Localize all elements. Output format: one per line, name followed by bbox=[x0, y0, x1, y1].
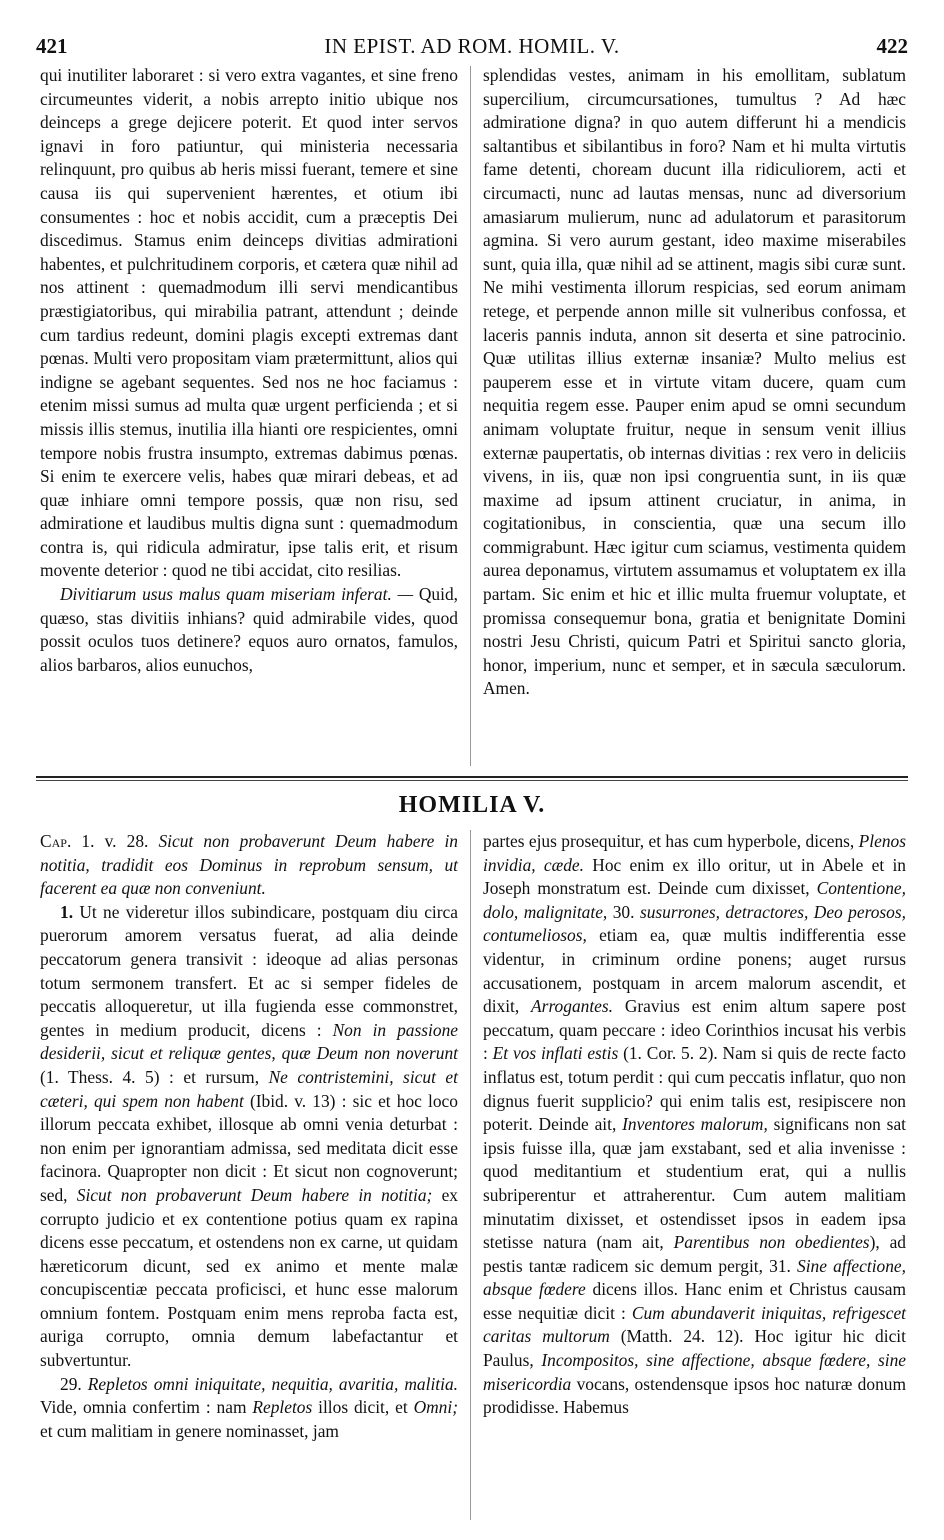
text-run: Nam si quis de recte facto inflatus est, totum perdit : qui cum peccatis inflatur, quo non dignus fuerit supplicio? qui enim talis est, resipiscere non poterit. Deinde ait, bbox=[483, 1043, 906, 1135]
bottom-left-column bbox=[40, 830, 458, 1443]
text-run: Gravius est enim altum sapere post peccatum, quam peccare : ideo Corinthios incusat his verbis : bbox=[483, 996, 906, 1064]
chapter-lemma bbox=[40, 830, 458, 901]
divider-rule bbox=[36, 776, 908, 778]
section-number: 1. bbox=[60, 901, 74, 922]
paragraph bbox=[40, 583, 458, 677]
text-run: Hoc igitur hic dicit Paulus, bbox=[483, 1326, 906, 1371]
text-run: Ut ne videretur illos subindicare, postquam diu circa puerorum amorem versatus fuerat, ad alia deinde peccatorum genera transivit : ideoque ad alias personas totum sermonem transfert. Et ac si semper fideles de peccatis alloqueretur, ut illa fugienda esse commonstret, gentes in medium producit, dicens : bbox=[40, 901, 458, 1040]
text-run: susurrones, detractores, Deo perosos, contumeliosos, bbox=[483, 901, 906, 946]
text-run: 29. bbox=[60, 1373, 82, 1394]
text-run: (1. Thess. 4. 5) bbox=[40, 1066, 160, 1087]
text-run: 1. v. 28. bbox=[81, 831, 149, 851]
text-run: Cum abundaverit iniquitas, refrigescet caritas multorum bbox=[483, 1302, 906, 1347]
paragraph: splendidas vestes, animam in his emollitam, sublatum supercilium, circumcursationes, tumultus ? Ad hæc admiratione digna? in quo autem differunt hi a mendicis saltantibus et sibilantibus in foro? Nam et hi multa virtutis fame detenti, choream ducunt illa ridiculiorem, acti et circumacti, nunc ad lautas mensas, nunc ad diversorium amasiarum mulierum, nunc ad adulatorum et parasitorum agmina. Si vero aurum gestant, ideo maxime miserabiles sunt, quia illa, quæ nihil ad se attinent, magis sibi curæ sunt. Ne mihi vestimenta illorum respicias, sed eorum animam retege, et perpende annon mille sit vulneribus confossa, et laceris pannis induta, annon sit deserta et sine patrocinio. Quæ utilitas illius externæ insaniæ? Multo melius est pauperem esse et in virtute vitam ducere, quam cum nequitia regem esse. Pauper enim apud se omni secundum animam voluptate fruitur, neque in sensum venit illius externæ paupertatis, ob internas divitias : rex vero in deliciis vivens, in iis, quæ non ipsi congruentia sunt, in iis quæ maxime ad ipsum attinent cruciatur, in anima, in cogitationibus, in conscientia, quæ una secum illo commigrabunt. Hæc igitur cum sciamus, vestimenta quidem aurea deponamus, virtutem assumamus et voluptatem ex illa partam. Sic enim et hic et illic multa fruemur voluptate, et promissa consequemur bona, gratia et benignitate Domini nostri Jesu Christi, quicum Patri et Spiritui sancto gloria, honor, imperium, nunc et semper, et in sæcula sæculorum. Amen. bbox=[483, 65, 906, 699]
text-run: Sine affectione, absque fœdere bbox=[483, 1255, 906, 1300]
running-title: IN EPIST. AD ROM. HOMIL. V. bbox=[324, 34, 620, 58]
text-run: Plenos invidia, cæde. bbox=[483, 831, 906, 875]
paragraph bbox=[483, 830, 906, 1420]
text-run: Repletos bbox=[252, 1397, 313, 1418]
page-number-right: 422 bbox=[876, 34, 908, 58]
text-run: 30. bbox=[612, 901, 635, 922]
paragraph: qui inutiliter laboraret : si vero extra vagantes, et sine freno circumeuntes viderit, a nobis arrepto initio ubique nos deinceps a grege dejicere poterit. Et quod inter servos ignavi in foro patiuntur, qui ministeria necessaria relinquunt, pro quibus ab heris missi fuerant, temere et sine causa iis qui supervenient hærentes, et otium ibi consumentes : hoc et nobis accidit, cum a præceptis Dei discedimus. Stamus enim deinceps divitias admirationi habentes, et pulchritudinem corporis, et cætera quæ nihil ad nos attinent : quemadmodum illi servi mendicantibus præstigiatoribus, qui mirabilia patrant, attendunt ; deinde cum tardius redeunt, domini plagis excepti extremas dant pœnas. Multi vero propositam viam prætermittunt, alios qui indigne se agebant sequentes. Sed nos ne hoc faciamus : etenim missi sumus ad multa quæ urgent perficienda ; et si missis illis stemus, inutilia illa hianti ore respicientes, omni tempore nobis frustra insumpto, extremas dabimus pœnas. Si enim te exercere velis, habes quæ mirari debeas, et ad quæ inhiare omni tempore possis, quæ non risu, sed admiratione et laudibus multis digna sunt : quemadmodum contra is, qui ridicula admiratur, ipse talis erit, et risum movente deterior : quod ne tibi accidat, cito resilias. bbox=[40, 65, 458, 581]
text-run: Incompositos, sine affectione, absque fœdere, sine misericordia bbox=[483, 1350, 906, 1394]
page-number-left: 421 bbox=[36, 34, 68, 58]
top-right-column bbox=[483, 64, 906, 701]
text-run: Et vos inflati estis bbox=[492, 1043, 619, 1064]
paragraph bbox=[40, 1373, 458, 1444]
text-run: dicens illos. Hanc enim et Christus causam esse nequitiæ dicit : bbox=[483, 1279, 906, 1323]
text-run: (Ibid. v. 13) bbox=[249, 1090, 336, 1111]
bottom-right-column bbox=[483, 830, 906, 1420]
text-run: Arrogantes. bbox=[531, 996, 614, 1017]
text-run: Ne contristemini, sicut et cæteri, qui spem non habent bbox=[40, 1066, 458, 1111]
text-run: partes ejus prosequitur, et has cum hyperbole, dicens, bbox=[483, 831, 855, 851]
text-run: Vide, omnia confertim : nam bbox=[40, 1397, 247, 1418]
text-run: Repletos omni iniquitate, nequitia, avaritia, malitia. bbox=[87, 1373, 458, 1394]
text-run: (Matth. 24. 12). bbox=[620, 1326, 744, 1347]
text-run: Cap. bbox=[40, 831, 72, 851]
text-run: : sic et hoc loco illorum peccata exhibet, illosque ab omni venia deturbat : non enim per ignorantiam admissa, sed meditata dicit esse facinora. Quapropter non dicit : Et sicut non cognoverunt; sed, bbox=[40, 1090, 458, 1205]
column-divider-top bbox=[470, 66, 471, 766]
text-run: (1. Cor. 5. 2). bbox=[623, 1043, 718, 1064]
text-run: : et rursum, bbox=[169, 1066, 260, 1087]
top-left-column bbox=[40, 64, 458, 677]
text-run: Contentione, dolo, malignitate, bbox=[483, 878, 906, 922]
paragraph bbox=[40, 901, 458, 1373]
text-run: ), ad pestis tantæ radicem sic demum pergit, bbox=[483, 1232, 906, 1276]
text-run: Quid, quæso, stas divitiis inhians? quid admirabile vides, quod possit oculos tuos detinere? equos auro ornatos, famulos, alios barbaros, alios eunuchos, bbox=[40, 584, 458, 675]
text-run: Sicut non probaverunt Deum habere in notitia, tradidit eos Dominus in reprobum sensum, ut facerent ea quæ non conveniunt. bbox=[40, 831, 458, 899]
text-run: Inventores malorum, bbox=[622, 1114, 768, 1135]
text-run: Non in passione desiderii, sicut et reliquæ gentes, quæ Deum non noverunt bbox=[40, 1019, 458, 1064]
text-run: illos dicit, et bbox=[318, 1397, 408, 1418]
text-run: significans non sat ipsis fuisse illa, quæ jam exstabant, sed et alia invenisse : quod meditantium et studentium erat, qui a nullis subriperentur et attraherentur. Cum autem malitiam minutatim dixisset, et ostendisset ipsos in eadem ipsa stetisse natura (nam ait, bbox=[483, 1114, 906, 1253]
text-run: Sicut non probaverunt Deum habere in notitia; bbox=[76, 1184, 433, 1205]
text-run: Parentibus non obedientes bbox=[673, 1232, 870, 1253]
text-run: etiam ea, quæ multis indifferentia esse videntur, in criminum ordine ponens; auget rursus accusationem, postquam in arcem malorum ascendit, et dixit, bbox=[483, 925, 906, 1017]
text-run: ex corrupto judicio et ex contentione potius quam ex rapina dicens esse peccatum, et ostendens non ex carne, ut quidam hæreticorum dicunt, sed ex animo et mente malæ concupiscentiæ peccata proficisci, et hunc esse malorum omnium fontem. Postquam enim mens reproba facta est, auriga corrupto, omnia demum labefactantur et subvertuntur. bbox=[40, 1184, 458, 1371]
section-heading: Divitiarum usus malus quam miseriam inferat. — bbox=[60, 584, 414, 605]
text-run: 31. bbox=[769, 1255, 791, 1276]
column-divider-bottom bbox=[470, 830, 471, 1520]
text-run: Omni; bbox=[413, 1397, 458, 1418]
text-run: vocans, ostendensque ipsos hoc naturæ donum prodidisse. Habemus bbox=[483, 1373, 906, 1418]
text-run: et cum malitiam in genere nominasset, jam bbox=[40, 1420, 339, 1441]
running-header bbox=[36, 34, 908, 58]
divider-rule-thin bbox=[36, 780, 908, 781]
text-run: Hoc enim ex illo oritur, ut in Abele et in Joseph monstratum est. Deinde cum dixisset, bbox=[483, 854, 906, 899]
homily-title: HOMILIA V. bbox=[398, 792, 546, 818]
